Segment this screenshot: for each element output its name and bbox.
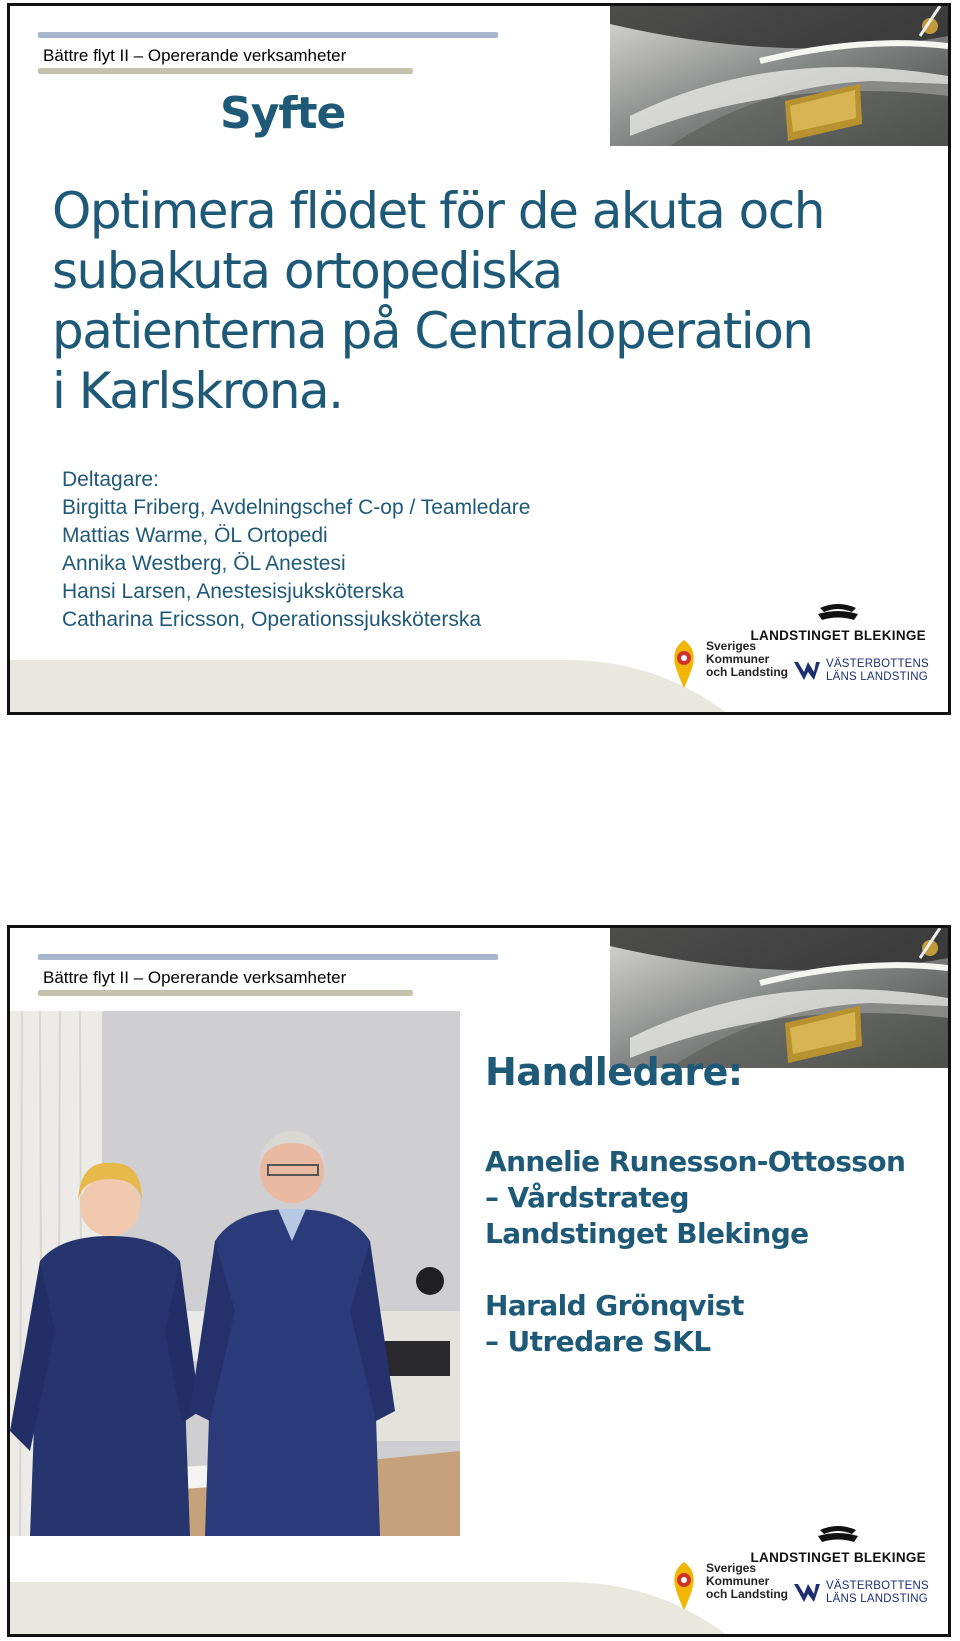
skl-text-line: Sveriges xyxy=(706,1561,757,1575)
header-rule-bottom xyxy=(38,68,413,74)
supervisor-line: Landstinget Blekinge xyxy=(485,1217,809,1250)
vasterbotten-text xyxy=(826,1580,929,1606)
slide-title: Syfte xyxy=(220,88,346,139)
purpose-line: i Karlskrona. xyxy=(52,362,343,420)
purpose-line: subakuta ortopediska xyxy=(52,242,562,300)
vasterbotten-text-line: VÄSTERBOTTENS xyxy=(826,658,929,670)
skl-emblem-icon xyxy=(664,1560,704,1612)
ship-icon xyxy=(816,1522,860,1544)
vasterbotten-logo xyxy=(792,658,942,686)
ship-icon xyxy=(816,600,860,622)
header-rule-top xyxy=(38,32,498,38)
header-rule-top xyxy=(38,954,498,960)
participant: Mattias Warme, ÖL Ortopedi xyxy=(62,524,328,547)
surgical-instruments-photo xyxy=(610,6,948,146)
purpose-line: patienterna på Centraloperation xyxy=(52,302,813,360)
supervisor-line: – Utredare SKL xyxy=(485,1325,711,1358)
landstinget-blekinge-logo xyxy=(750,600,926,643)
supervisors-list xyxy=(485,1144,905,1360)
participant: Catharina Ericsson, Operationssjuksköterska xyxy=(62,608,482,631)
vasterbotten-logo xyxy=(792,1580,942,1608)
skl-text xyxy=(706,640,788,679)
participant: Annika Westberg, ÖL Anestesi xyxy=(62,552,346,575)
vasterbotten-emblem-icon xyxy=(792,658,822,684)
logo-group xyxy=(664,600,934,696)
participant: Hansi Larsen, Anestesisjuksköterska xyxy=(62,580,404,603)
vasterbotten-text-line: VÄSTERBOTTENS xyxy=(826,1580,929,1592)
participants-heading: Deltagare: xyxy=(62,468,159,491)
logo-group xyxy=(664,1522,934,1618)
landstinget-blekinge-logo xyxy=(750,1522,926,1565)
supervisor-line: – Vårdstrateg xyxy=(485,1181,690,1214)
skl-text-line: Kommuner xyxy=(706,652,770,666)
skl-logo xyxy=(664,638,788,690)
surgical-instruments-photo xyxy=(610,928,948,1068)
slide-1 xyxy=(7,3,951,715)
participant: Birgitta Friberg, Avdelningschef C-op / Teamledare xyxy=(62,496,531,519)
header-rule-bottom xyxy=(38,990,413,996)
supervisor-line: Harald Grönqvist xyxy=(485,1289,744,1322)
skl-text xyxy=(706,1562,788,1601)
landstinget-blekinge-text: LANDSTINGET BLEKINGE xyxy=(750,628,926,643)
skl-emblem-icon xyxy=(664,638,704,690)
participants-list xyxy=(62,466,530,634)
supervisor-line: Annelie Runesson-Ottosson xyxy=(485,1145,906,1178)
vasterbotten-text-line: LÄNS LANDSTING xyxy=(826,1593,928,1605)
skl-text-line: och Landsting xyxy=(706,1587,788,1601)
slide-title: Handledare: xyxy=(485,1050,743,1094)
supervisors-photo xyxy=(10,1011,460,1536)
header-text: Bättre flyt II – Opererande verksamheter xyxy=(43,968,347,987)
purpose-text xyxy=(52,181,852,421)
slide-2 xyxy=(7,925,951,1637)
purpose-line: Optimera flödet för de akuta och xyxy=(52,182,824,240)
skl-logo xyxy=(664,1560,788,1612)
vasterbotten-emblem-icon xyxy=(792,1580,822,1606)
supervisor-spacer xyxy=(485,1252,905,1288)
vasterbotten-text xyxy=(826,658,929,684)
landstinget-blekinge-text: LANDSTINGET BLEKINGE xyxy=(750,1550,926,1565)
vasterbotten-text-line: LÄNS LANDSTING xyxy=(826,671,928,683)
skl-text-line: Sveriges xyxy=(706,639,757,653)
skl-text-line: Kommuner xyxy=(706,1574,770,1588)
skl-text-line: och Landsting xyxy=(706,665,788,679)
header-text: Bättre flyt II – Opererande verksamheter xyxy=(43,46,347,65)
